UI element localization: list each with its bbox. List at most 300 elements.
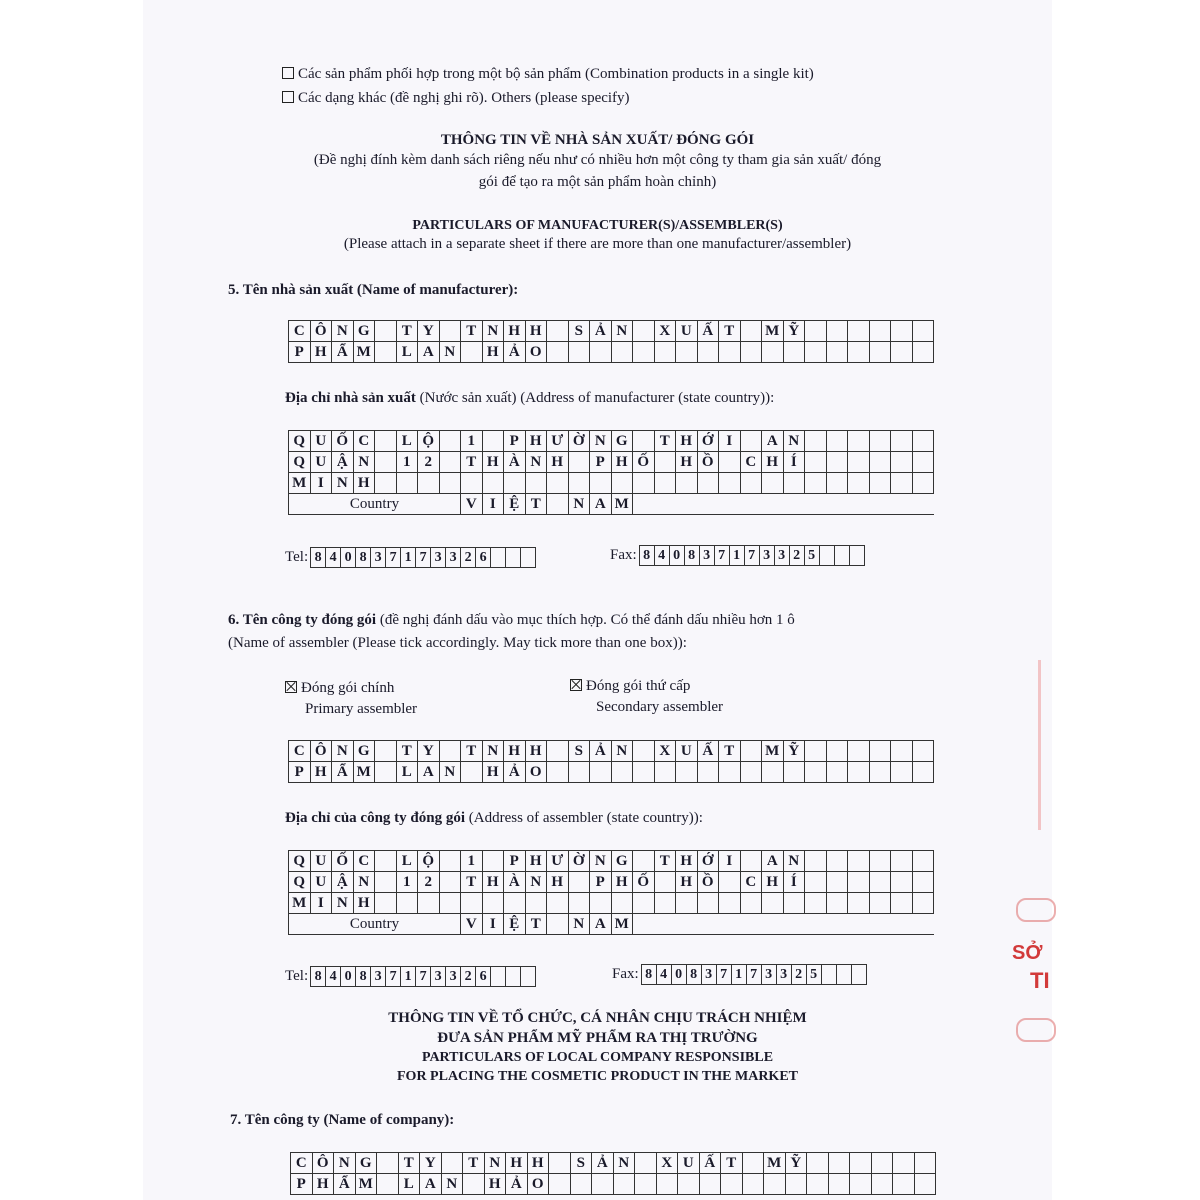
grid-cell[interactable]: T [396,741,418,762]
country-cell[interactable] [805,494,827,515]
grid-cell[interactable]: Ư [547,431,569,452]
grid-cell[interactable] [439,321,461,342]
grid-cell[interactable] [805,342,827,363]
grid-cell[interactable] [439,893,461,914]
grid-cell[interactable] [547,321,569,342]
grid-cell[interactable]: N [334,1153,356,1174]
grid-cell[interactable]: Ớ [697,851,719,872]
grid-cell[interactable] [592,1174,614,1195]
grid-cell[interactable]: Y [418,321,440,342]
grid-cell[interactable] [914,1153,936,1174]
grid-cell[interactable] [676,342,698,363]
grid-cell[interactable] [891,851,913,872]
grid-cell[interactable] [375,741,397,762]
grid-cell[interactable] [805,851,827,872]
grid-cell[interactable] [676,762,698,783]
grid-cell[interactable] [848,872,870,893]
digit-cell[interactable]: 0 [341,548,356,567]
grid-cell[interactable]: Ả [504,342,526,363]
grid-cell[interactable] [826,342,848,363]
grid-cell[interactable] [869,893,891,914]
grid-cell[interactable] [914,1174,936,1195]
country-cell[interactable] [912,914,934,935]
digit-cell[interactable] [491,548,506,567]
grid-cell[interactable] [912,851,934,872]
grid-cell[interactable] [742,1174,764,1195]
grid-cell[interactable]: N [482,321,504,342]
grid-cell[interactable] [418,893,440,914]
grid-cell[interactable]: Ộ [418,851,440,872]
grid-cell[interactable]: M [762,741,784,762]
grid-cell[interactable]: N [441,1174,463,1195]
q5-fax-field[interactable] [639,545,865,566]
grid-cell[interactable]: T [396,321,418,342]
grid-cell[interactable]: H [547,452,569,473]
grid-cell[interactable] [633,762,655,783]
grid-cell[interactable] [891,473,913,494]
grid-cell[interactable] [375,473,397,494]
grid-cell[interactable] [590,473,612,494]
grid-cell[interactable]: H [762,872,784,893]
digit-cell[interactable]: 3 [775,546,790,565]
digit-cell[interactable] [822,965,837,984]
grid-cell[interactable] [375,452,397,473]
country-cell[interactable] [891,494,913,515]
digit-cell[interactable]: 4 [326,967,341,986]
digit-cell[interactable]: 7 [386,548,401,567]
country-cell[interactable] [740,494,762,515]
grid-cell[interactable] [762,762,784,783]
grid-cell[interactable]: H [676,431,698,452]
grid-cell[interactable]: O [527,1174,549,1195]
digit-cell[interactable] [521,548,535,567]
grid-cell[interactable]: O [525,342,547,363]
grid-cell[interactable] [654,342,676,363]
grid-cell[interactable] [568,452,590,473]
grid-cell[interactable]: A [420,1174,442,1195]
country-cell[interactable]: M [611,494,633,515]
q5-name-grid[interactable] [288,320,934,363]
grid-cell[interactable] [547,473,569,494]
grid-cell[interactable]: U [676,741,698,762]
grid-cell[interactable]: H [676,851,698,872]
grid-cell[interactable]: P [504,851,526,872]
grid-cell[interactable] [719,342,741,363]
grid-cell[interactable] [633,321,655,342]
grid-cell[interactable] [912,762,934,783]
grid-cell[interactable] [742,1153,764,1174]
grid-cell[interactable]: H [676,452,698,473]
grid-cell[interactable]: Ố [332,851,354,872]
grid-cell[interactable]: M [353,762,375,783]
grid-cell[interactable]: Ố [332,431,354,452]
grid-cell[interactable] [848,473,870,494]
grid-cell[interactable]: N [611,741,633,762]
grid-cell[interactable] [633,893,655,914]
grid-cell[interactable]: C [289,741,311,762]
grid-cell[interactable]: H [525,851,547,872]
grid-cell[interactable] [441,1153,463,1174]
grid-cell[interactable]: 2 [418,872,440,893]
digit-cell[interactable]: 2 [790,546,805,565]
q5-address-grid[interactable] [288,430,934,515]
grid-cell[interactable]: N [353,452,375,473]
digit-cell[interactable]: 5 [807,965,822,984]
grid-cell[interactable]: Ả [504,762,526,783]
digit-cell[interactable]: 7 [717,965,732,984]
grid-cell[interactable]: C [289,321,311,342]
grid-cell[interactable] [828,1174,850,1195]
digit-cell[interactable] [837,965,852,984]
grid-cell[interactable]: Í [783,872,805,893]
grid-cell[interactable] [482,431,504,452]
grid-cell[interactable] [740,741,762,762]
grid-cell[interactable]: H [504,321,526,342]
grid-cell[interactable] [613,1174,635,1195]
grid-cell[interactable]: 1 [396,872,418,893]
grid-cell[interactable] [635,1174,657,1195]
grid-cell[interactable]: H [482,342,504,363]
grid-cell[interactable] [463,1174,485,1195]
grid-cell[interactable] [375,893,397,914]
grid-cell[interactable]: Ỹ [783,741,805,762]
grid-cell[interactable]: U [310,851,332,872]
grid-cell[interactable]: N [783,851,805,872]
country-cell[interactable]: Ệ [504,494,526,515]
grid-cell[interactable]: Ả [590,321,612,342]
grid-cell[interactable] [676,473,698,494]
grid-cell[interactable]: T [654,851,676,872]
digit-cell[interactable] [820,546,835,565]
grid-cell[interactable]: Ồ [697,452,719,473]
grid-cell[interactable] [764,1174,786,1195]
grid-cell[interactable]: X [656,1153,678,1174]
grid-cell[interactable] [611,762,633,783]
grid-cell[interactable]: T [461,872,483,893]
grid-cell[interactable]: S [570,1153,592,1174]
digit-cell[interactable] [506,548,521,567]
grid-cell[interactable] [654,872,676,893]
grid-cell[interactable] [740,321,762,342]
grid-cell[interactable]: A [762,851,784,872]
grid-cell[interactable]: H [525,321,547,342]
grid-cell[interactable]: N [611,321,633,342]
grid-cell[interactable]: Ấ [697,321,719,342]
grid-cell[interactable] [740,342,762,363]
grid-cell[interactable]: M [355,1174,377,1195]
grid-cell[interactable] [375,321,397,342]
grid-cell[interactable] [439,473,461,494]
grid-cell[interactable] [570,1174,592,1195]
grid-cell[interactable] [783,762,805,783]
grid-cell[interactable] [439,872,461,893]
grid-cell[interactable]: Ờ [568,431,590,452]
grid-cell[interactable] [891,431,913,452]
grid-cell[interactable]: H [611,452,633,473]
grid-cell[interactable]: N [332,321,354,342]
digit-cell[interactable]: 7 [416,548,431,567]
grid-cell[interactable]: T [463,1153,485,1174]
digit-cell[interactable]: 2 [461,548,476,567]
grid-cell[interactable] [721,1174,743,1195]
checkbox-icon[interactable] [282,91,294,103]
grid-cell[interactable]: Ờ [568,851,590,872]
grid-cell[interactable]: Ỹ [785,1153,807,1174]
grid-cell[interactable]: N [439,762,461,783]
country-cell[interactable]: I [482,494,504,515]
grid-cell[interactable] [869,741,891,762]
grid-cell[interactable]: 1 [461,431,483,452]
grid-cell[interactable] [377,1174,399,1195]
grid-cell[interactable] [805,893,827,914]
grid-cell[interactable]: Ô [310,741,332,762]
grid-cell[interactable] [848,741,870,762]
digit-cell[interactable]: 4 [655,546,670,565]
grid-cell[interactable]: H [676,872,698,893]
grid-cell[interactable]: T [721,1153,743,1174]
grid-cell[interactable]: M [764,1153,786,1174]
q6-address-grid[interactable] [288,850,934,935]
digit-cell[interactable]: 7 [416,967,431,986]
grid-cell[interactable] [891,321,913,342]
grid-cell[interactable] [783,342,805,363]
digit-cell[interactable]: 2 [461,967,476,986]
grid-cell[interactable] [549,1153,571,1174]
grid-cell[interactable]: N [783,431,805,452]
grid-cell[interactable] [891,741,913,762]
digit-cell[interactable]: 8 [356,967,371,986]
grid-cell[interactable] [377,1153,399,1174]
grid-cell[interactable] [848,321,870,342]
digit-cell[interactable]: 7 [715,546,730,565]
grid-cell[interactable]: Q [289,872,311,893]
grid-cell[interactable]: O [525,762,547,783]
country-cell[interactable]: N [568,494,590,515]
grid-cell[interactable]: Ố [633,872,655,893]
grid-cell[interactable]: Q [289,851,311,872]
q6-name-grid[interactable] [288,740,934,783]
grid-cell[interactable] [654,452,676,473]
grid-cell[interactable] [740,473,762,494]
grid-cell[interactable]: T [461,452,483,473]
grid-cell[interactable] [633,431,655,452]
grid-cell[interactable]: P [291,1174,313,1195]
grid-cell[interactable] [396,893,418,914]
grid-cell[interactable] [611,893,633,914]
grid-cell[interactable]: U [310,452,332,473]
grid-cell[interactable] [654,473,676,494]
grid-cell[interactable] [482,473,504,494]
digit-cell[interactable]: 3 [702,965,717,984]
country-cell[interactable] [740,914,762,935]
grid-cell[interactable]: Ộ [418,431,440,452]
grid-cell[interactable] [805,473,827,494]
grid-cell[interactable] [848,452,870,473]
q6-fax-field[interactable] [641,964,867,985]
grid-cell[interactable] [805,762,827,783]
grid-cell[interactable]: S [568,321,590,342]
grid-cell[interactable] [869,762,891,783]
grid-cell[interactable]: H [762,452,784,473]
grid-cell[interactable] [912,452,934,473]
digit-cell[interactable] [850,546,864,565]
grid-cell[interactable]: N [332,741,354,762]
grid-cell[interactable]: S [568,741,590,762]
grid-cell[interactable]: 1 [396,452,418,473]
grid-cell[interactable] [805,741,827,762]
grid-cell[interactable] [871,1174,893,1195]
country-cell[interactable] [783,914,805,935]
grid-cell[interactable] [807,1153,829,1174]
grid-cell[interactable] [439,741,461,762]
grid-cell[interactable] [826,872,848,893]
grid-cell[interactable]: C [291,1153,313,1174]
grid-cell[interactable] [375,762,397,783]
digit-cell[interactable]: 0 [672,965,687,984]
grid-cell[interactable] [891,872,913,893]
digit-cell[interactable]: 6 [476,548,491,567]
grid-cell[interactable] [504,473,526,494]
grid-cell[interactable] [633,741,655,762]
country-cell[interactable]: A [590,914,612,935]
digit-cell[interactable]: 4 [326,548,341,567]
grid-cell[interactable]: P [289,762,311,783]
grid-cell[interactable] [891,762,913,783]
grid-cell[interactable] [719,452,741,473]
grid-cell[interactable] [762,473,784,494]
grid-cell[interactable] [504,893,526,914]
country-cell[interactable] [826,494,848,515]
grid-cell[interactable] [740,851,762,872]
grid-cell[interactable]: G [611,851,633,872]
country-cell[interactable] [826,914,848,935]
country-cell[interactable] [633,494,655,515]
grid-cell[interactable]: C [353,431,375,452]
grid-cell[interactable]: Ẩ [332,342,354,363]
grid-cell[interactable]: H [353,893,375,914]
grid-cell[interactable]: P [504,431,526,452]
grid-cell[interactable]: Ấ [697,741,719,762]
grid-cell[interactable] [549,1174,571,1195]
grid-cell[interactable] [848,431,870,452]
grid-cell[interactable] [699,1174,721,1195]
grid-cell[interactable]: N [439,342,461,363]
grid-cell[interactable] [891,452,913,473]
grid-cell[interactable] [805,452,827,473]
digit-cell[interactable]: 3 [760,546,775,565]
country-cell[interactable]: T [525,914,547,935]
grid-cell[interactable] [590,762,612,783]
grid-cell[interactable] [826,452,848,473]
grid-cell[interactable]: I [719,431,741,452]
grid-cell[interactable] [439,452,461,473]
country-cell[interactable]: V [461,914,483,935]
grid-cell[interactable] [826,893,848,914]
grid-cell[interactable] [869,473,891,494]
grid-cell[interactable]: N [590,851,612,872]
country-cell[interactable] [697,494,719,515]
grid-cell[interactable] [826,321,848,342]
grid-cell[interactable]: H [482,872,504,893]
digit-cell[interactable]: 0 [670,546,685,565]
grid-cell[interactable]: Ả [590,741,612,762]
digit-cell[interactable]: 1 [401,967,416,986]
grid-cell[interactable]: M [762,321,784,342]
q7-name-grid[interactable] [290,1152,936,1195]
grid-cell[interactable]: H [482,762,504,783]
digit-cell[interactable] [506,967,521,986]
digit-cell[interactable]: 7 [745,546,760,565]
grid-cell[interactable] [805,321,827,342]
grid-cell[interactable]: Ậ [332,872,354,893]
grid-cell[interactable] [719,872,741,893]
country-cell[interactable] [762,494,784,515]
grid-cell[interactable] [568,893,590,914]
grid-cell[interactable]: Ồ [697,872,719,893]
grid-cell[interactable] [633,851,655,872]
grid-cell[interactable] [912,741,934,762]
digit-cell[interactable]: 3 [446,967,461,986]
grid-cell[interactable] [869,452,891,473]
grid-cell[interactable]: H [525,431,547,452]
grid-cell[interactable]: M [289,473,311,494]
grid-cell[interactable]: H [504,741,526,762]
grid-cell[interactable] [697,762,719,783]
grid-cell[interactable] [912,342,934,363]
grid-cell[interactable] [869,851,891,872]
digit-cell[interactable] [835,546,850,565]
grid-cell[interactable] [783,473,805,494]
country-cell[interactable] [676,914,698,935]
grid-cell[interactable] [869,431,891,452]
country-cell[interactable] [654,494,676,515]
grid-cell[interactable]: Í [783,452,805,473]
digit-cell[interactable]: 1 [732,965,747,984]
grid-cell[interactable]: Ỹ [783,321,805,342]
grid-cell[interactable]: 1 [461,851,483,872]
country-cell[interactable] [869,914,891,935]
grid-cell[interactable] [633,342,655,363]
grid-cell[interactable] [719,762,741,783]
digit-cell[interactable] [521,967,535,986]
grid-cell[interactable] [633,473,655,494]
grid-cell[interactable] [893,1174,915,1195]
grid-cell[interactable] [762,893,784,914]
grid-cell[interactable]: Q [289,452,311,473]
country-cell[interactable] [805,914,827,935]
grid-cell[interactable]: Ẩ [334,1174,356,1195]
grid-cell[interactable] [547,741,569,762]
grid-cell[interactable]: A [418,342,440,363]
grid-cell[interactable] [547,762,569,783]
q6-tel-field[interactable] [310,966,536,987]
grid-cell[interactable]: T [654,431,676,452]
digit-cell[interactable]: 8 [687,965,702,984]
grid-cell[interactable] [891,342,913,363]
digit-cell[interactable]: 8 [685,546,700,565]
grid-cell[interactable] [525,893,547,914]
grid-cell[interactable]: N [613,1153,635,1174]
grid-cell[interactable] [375,342,397,363]
checked-box-icon[interactable] [570,679,582,691]
digit-cell[interactable]: 8 [640,546,655,565]
grid-cell[interactable] [418,473,440,494]
grid-cell[interactable]: Ố [633,452,655,473]
grid-cell[interactable] [869,321,891,342]
grid-cell[interactable] [375,851,397,872]
grid-cell[interactable] [697,342,719,363]
grid-cell[interactable]: T [398,1153,420,1174]
